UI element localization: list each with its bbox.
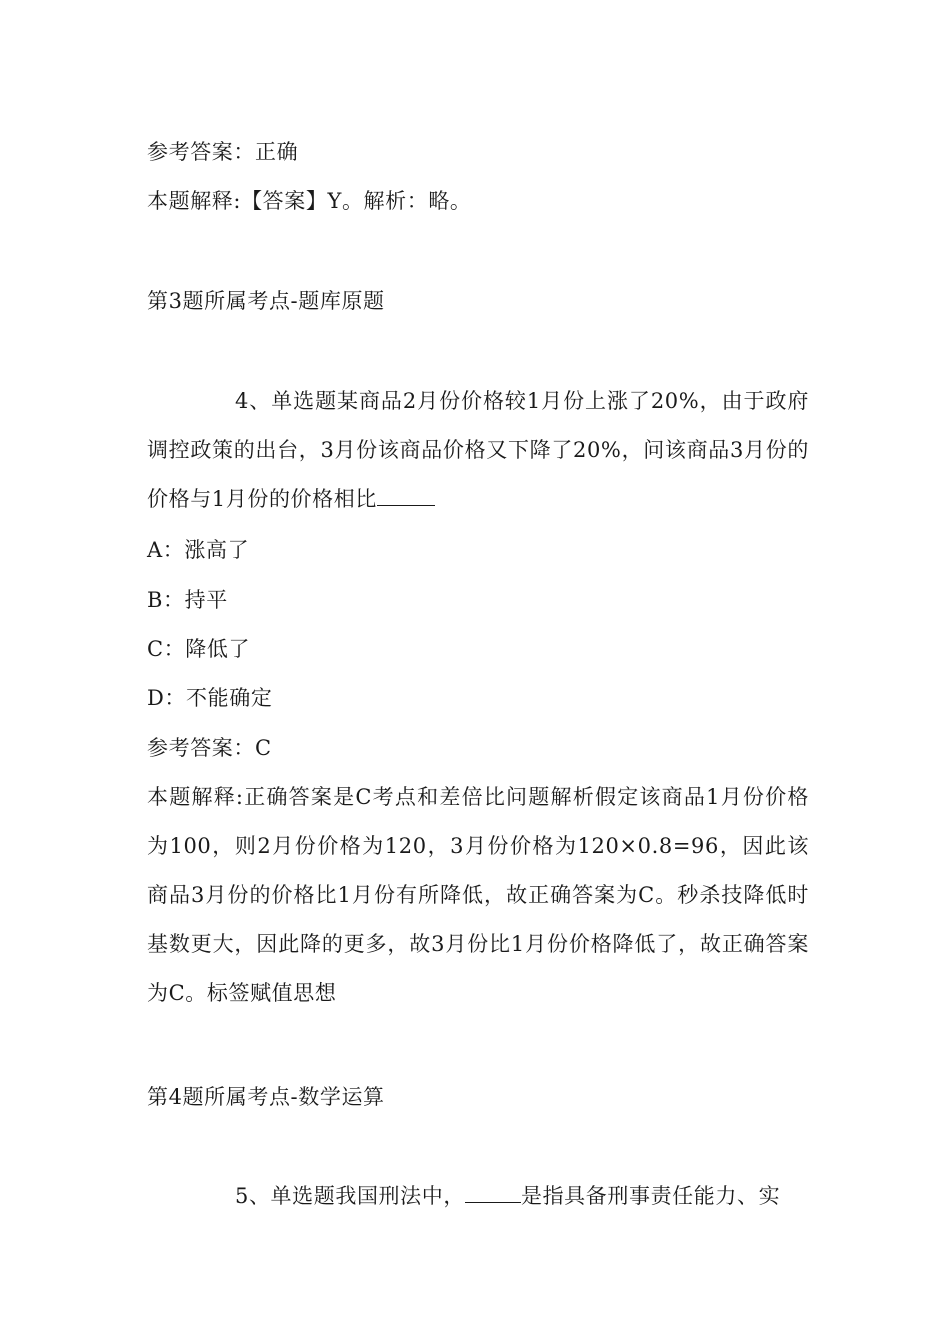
q3-explanation: 本题解释:【答案】Y。解析：略。 (147, 189, 472, 213)
q4-topic: 第4题所属考点-数学运算 (147, 1085, 385, 1109)
q3-topic: 第3题所属考点-题库原题 (147, 289, 385, 313)
q4-stem-text: 4、单选题某商品2月份价格较1月份上涨了20%，由于政府调控政策的出台，3月份该商品价格又下降了20%，问该商品3月份的价格与1月份的价格相比 (147, 389, 809, 511)
q4-option-d: D：不能确定 (147, 686, 273, 710)
q5-stem-after: 是指具备刑事责任能力、实 (520, 1184, 781, 1208)
q5-answer-blank (465, 1180, 521, 1203)
q4-answer: 参考答案：C (147, 736, 272, 760)
q4-stem (147, 377, 809, 524)
q4-option-c: C：降低了 (147, 637, 251, 661)
q3-answer: 参考答案：正确 (147, 140, 299, 164)
q4-explanation: 本题解释:正确答案是C考点和差倍比问题解析假定该商品1月份价格为100，则2月份价格为120，3月份价格为120×0.8=96，因此该商品3月份的价格比1月份有所降低，故正确答案为C。秒杀技降低时基数更大，因此降的更多，故3月份比1月份价格降低了，故正确答案为C。标签赋值思想 (147, 785, 809, 1005)
q4-answer-blank (377, 483, 435, 506)
q4-option-b: B：持平 (147, 588, 228, 612)
q5-stem (235, 1180, 812, 1211)
q5-stem-before: 5、单选题我国刑法中， (235, 1184, 465, 1208)
q4-option-a: A：涨高了 (147, 538, 250, 562)
